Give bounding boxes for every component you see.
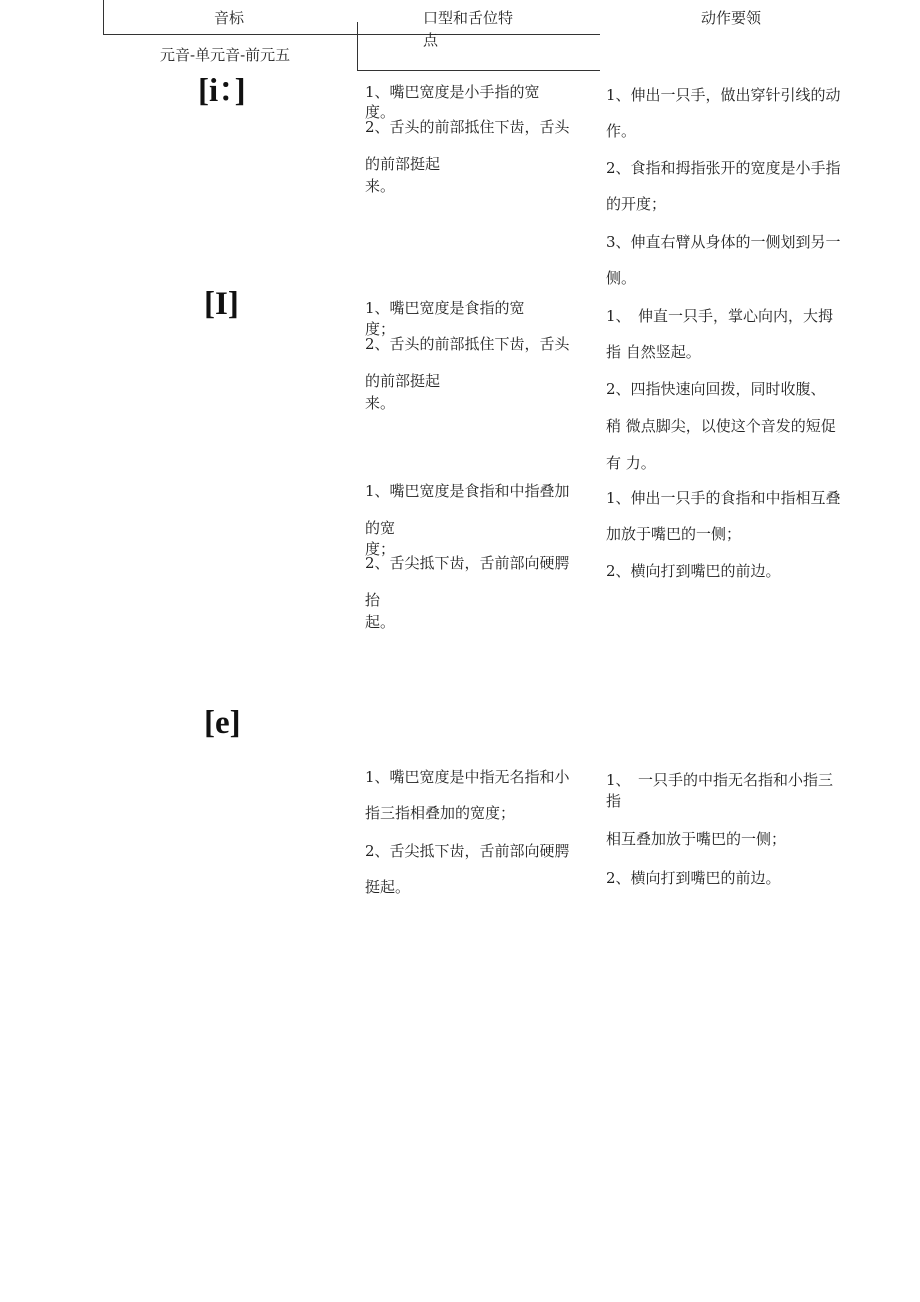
mouth-desc-line: 2、舌头的前部抵住下齿，舌头 (365, 118, 570, 136)
mouth-desc-line: 1、嘴巴宽度是小手指的宽 (365, 83, 540, 101)
action-desc-line: 1、 一只手的中指无名指和小指三 (606, 771, 834, 789)
mouth-desc-line: 度； (365, 540, 396, 558)
mouth-desc-line: 挺起。 (365, 878, 411, 896)
action-desc-line: 1、伸出一只手，做出穿针引线的动 (606, 86, 841, 104)
action-desc-line: 的开度； (606, 195, 667, 213)
action-desc-line: 作。 (606, 122, 637, 140)
mouth-desc-line: 1、嘴巴宽度是食指的宽 (365, 299, 525, 317)
action-desc-line: 加放于嘴巴的一侧； (606, 525, 742, 543)
mouth-desc-line: 2、舌尖抵下齿，舌前部向硬腭 (365, 554, 570, 572)
action-desc-line: 指 自然竖起。 (606, 343, 701, 361)
action-desc-line: 3、伸直右臂从身体的一侧划到另一 (606, 233, 841, 251)
action-desc-line: 2、四指快速向回拨，同时收腹、 (606, 380, 826, 398)
mouth-desc-line: 来。 (365, 394, 396, 412)
mouth-desc-line: 的宽 (365, 519, 396, 537)
header-col-mouth-line2: 点 (423, 31, 439, 49)
mouth-desc-line: 度。 (365, 103, 396, 121)
header-bottom-rule (103, 34, 600, 35)
mouth-desc-line: 度； (365, 320, 396, 338)
mouth-desc-line: 的前部挺起 (365, 155, 441, 173)
mouth-desc-line: 抬 (365, 591, 381, 609)
phonetic-symbol-ii-long: [i：] (198, 73, 246, 109)
mouth-desc-line: 1、嘴巴宽度是食指和中指叠加 (365, 482, 570, 500)
mouth-desc-line: 来。 (365, 177, 396, 195)
header-col-mouth-line1: 口型和舌位特 (423, 9, 514, 27)
action-desc-line: 1、伸出一只手的食指和中指相互叠 (606, 489, 841, 507)
mouth-desc-line: 指三指相叠加的宽度； (365, 804, 516, 822)
action-desc-line: 有 力。 (606, 454, 656, 472)
action-desc-line: 1、 伸直一只手，掌心向内，大拇 (606, 307, 834, 325)
phonetic-symbol-short-i: [I] (204, 286, 239, 322)
action-desc-line: 相互叠加放于嘴巴的一侧； (606, 830, 787, 848)
action-desc-line: 稍 微点脚尖，以使这个音发的短促 (606, 417, 836, 435)
mouth-desc-line: 1、嘴巴宽度是中指无名指和小 (365, 768, 570, 786)
mouth-desc-line: 2、舌头的前部抵住下齿，舌头 (365, 335, 570, 353)
mouth-desc-line: 起。 (365, 613, 396, 631)
col2-left-rule (357, 22, 358, 71)
col2-bottom-rule (357, 70, 600, 71)
header-col-action: 动作要领 (701, 9, 762, 27)
action-desc-line: 指 (606, 792, 622, 810)
action-desc-line: 2、食指和拇指张开的宽度是小手指 (606, 159, 841, 177)
action-desc-line: 2、横向打到嘴巴的前边。 (606, 869, 781, 887)
action-desc-line: 侧。 (606, 269, 637, 287)
phonetic-symbol-e: [e] (204, 705, 241, 741)
mouth-desc-line: 2、舌尖抵下齿，舌前部向硬腭 (365, 842, 570, 860)
header-top-rule (103, 0, 104, 34)
action-desc-line: 2、横向打到嘴巴的前边。 (606, 562, 781, 580)
section-title: 元音-单元音-前元五 (160, 46, 291, 64)
mouth-desc-line: 的前部挺起 (365, 372, 441, 390)
header-col-symbol: 音标 (214, 9, 245, 27)
